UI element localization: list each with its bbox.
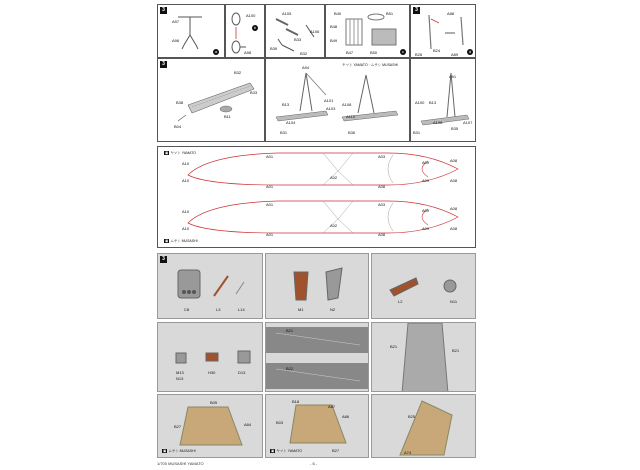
- part-label: L2: [398, 299, 403, 304]
- step-panel-b40: [325, 4, 410, 58]
- part-label: B04: [174, 124, 182, 129]
- part-label: L3: [216, 307, 221, 312]
- part-label: A08: [378, 232, 386, 237]
- part-label: B40: [334, 11, 342, 16]
- part-label: B47: [346, 50, 354, 55]
- part-label: B28: [415, 52, 423, 57]
- step-panel-a88: [410, 4, 476, 58]
- step-panel-a100: [225, 4, 265, 58]
- photo-panel-hull-b21: [371, 322, 476, 392]
- part-label: A100: [415, 100, 425, 105]
- part-label: N11: [450, 299, 458, 304]
- photo-panel-deck-b21: [265, 322, 369, 392]
- part-label: A03: [378, 202, 386, 207]
- part-label: A01: [266, 202, 274, 207]
- sub-badge: b: [253, 25, 257, 30]
- part-label: N2: [330, 307, 336, 312]
- part-label: A106: [310, 29, 320, 34]
- part-label: A108: [342, 102, 352, 107]
- part-label: A104: [286, 120, 296, 125]
- part-label: A89: [451, 52, 459, 57]
- crane-arm-drawing: [158, 59, 265, 142]
- part-label: A96: [172, 38, 180, 43]
- part-label: B49: [330, 38, 338, 43]
- part-label: M13: [176, 370, 184, 375]
- part-label: B35: [451, 126, 459, 131]
- crane-assembly-drawing: [266, 59, 410, 142]
- step-number: 3: [413, 7, 420, 14]
- part-label: A110: [346, 114, 356, 119]
- part-label: A08: [450, 226, 458, 231]
- part-label: A01: [266, 232, 274, 237]
- part-label: B33: [250, 90, 258, 95]
- part-label: B48: [330, 24, 338, 29]
- step-number: 3: [160, 61, 167, 68]
- part-label: B21: [286, 328, 294, 333]
- deck-photo: [372, 395, 476, 458]
- footer-title: 1/700 MUSASHI YAMATO: [157, 461, 204, 466]
- part-label: A107: [463, 120, 473, 125]
- hull-photo: [372, 323, 476, 392]
- part-label: B11: [224, 114, 231, 119]
- part-label: A02: [330, 223, 338, 228]
- sub-badge: a: [214, 49, 218, 54]
- part-label: A94: [302, 65, 310, 70]
- photo-panel-bow-yamato: [265, 394, 369, 458]
- part-label: B05: [210, 400, 218, 405]
- part-label: C8: [184, 307, 190, 312]
- part-label: B33: [294, 37, 302, 42]
- part-label: B03: [276, 420, 284, 425]
- part-label: B27: [332, 448, 340, 453]
- turret-photo: [158, 254, 263, 319]
- part-label: B24: [433, 48, 441, 53]
- part-label: A88: [447, 11, 455, 16]
- part-label: A98: [244, 50, 252, 55]
- part-label: A101: [324, 98, 334, 103]
- photo-panel-l2: [371, 253, 476, 319]
- part-label: A108: [433, 120, 443, 125]
- part-label: B21: [452, 348, 460, 353]
- musashi-tag: ▣ ムサシ MUSASHI: [163, 449, 196, 453]
- part-label: A01: [266, 184, 274, 189]
- part-label: B27: [174, 424, 182, 429]
- part-label: B25: [408, 414, 416, 419]
- mount-photo: [266, 254, 369, 319]
- gun-photo: [372, 254, 476, 319]
- part-label: A08: [450, 206, 458, 211]
- part-label: B51: [386, 11, 394, 16]
- photo-panel-m13: [157, 322, 263, 392]
- part-label: M1: [298, 307, 304, 312]
- step-number: 3: [160, 256, 167, 263]
- part-label: A02: [330, 175, 338, 180]
- part-label: B50: [370, 50, 378, 55]
- part-label: A10: [182, 178, 190, 183]
- part-label: B32: [300, 51, 308, 56]
- sub-badge: d: [468, 49, 472, 54]
- part-label: A84: [244, 422, 252, 427]
- part-label: N13: [176, 376, 184, 381]
- part-label: D13: [238, 370, 246, 375]
- photo-panel-m1: [265, 253, 369, 319]
- deck-photo: [266, 323, 369, 392]
- parts-photo: [158, 323, 263, 392]
- part-label: A09: [422, 208, 430, 213]
- part-label: B31: [280, 130, 288, 135]
- step-panel-hull-outline: [157, 146, 476, 248]
- part-label: L14: [238, 307, 245, 312]
- part-label: A103: [326, 106, 336, 111]
- part-label: H30: [208, 370, 216, 375]
- step-panel-crane-a97: [157, 4, 225, 58]
- part-label: B22: [286, 366, 294, 371]
- step-panel-a105: [265, 4, 325, 58]
- step-panel-crane-side: [410, 58, 476, 142]
- part-label: B21: [390, 344, 398, 349]
- part-label: A09: [422, 178, 430, 183]
- part-label: B13: [282, 102, 290, 107]
- part-label: A105: [282, 11, 292, 16]
- part-label: B36: [348, 130, 356, 135]
- part-label: A10: [182, 161, 190, 166]
- part-label: B13: [429, 100, 437, 105]
- part-label: A09: [422, 226, 430, 231]
- musashi-tag: ▣ ムサシ MUSASHI: [165, 239, 198, 243]
- part-label: A09: [422, 160, 430, 165]
- part-label: B38: [176, 100, 184, 105]
- part-label: A08: [450, 158, 458, 163]
- photo-panel-deck-b25: [371, 394, 476, 458]
- yamato-tag: ▣ ヤマト YAMATO: [165, 151, 196, 155]
- part-label: A86: [342, 414, 350, 419]
- part-label: A08: [450, 178, 458, 183]
- part-label: A91: [449, 74, 457, 79]
- sub-badge: c: [402, 49, 404, 54]
- ship-tags: ヤマト YAMATO · ムサシ MUSASHI: [342, 63, 399, 67]
- part-label: A10: [182, 226, 190, 231]
- step-panel-crane-arm: [157, 58, 265, 142]
- part-label: A08: [378, 184, 386, 189]
- yamato-tag: ▣ ヤマト YAMATO: [271, 449, 302, 453]
- step-number: 3: [160, 7, 167, 14]
- photo-panel-turret: [157, 253, 263, 319]
- part-label: B18: [292, 399, 300, 404]
- part-label: A100: [246, 13, 256, 18]
- photo-panel-bow-musashi: [157, 394, 263, 458]
- part-label: A10: [182, 209, 190, 214]
- page-number: - 6 -: [310, 461, 318, 466]
- part-label: A74: [404, 450, 412, 455]
- part-label: A87: [328, 404, 336, 409]
- part-label: A01: [266, 154, 274, 159]
- part-label: A97: [172, 19, 180, 24]
- part-label: B31: [413, 130, 421, 135]
- part-label: B32: [234, 70, 242, 75]
- part-label: A03: [378, 154, 386, 159]
- part-label: B39: [270, 46, 278, 51]
- step-panel-crane-assembly: [265, 58, 410, 142]
